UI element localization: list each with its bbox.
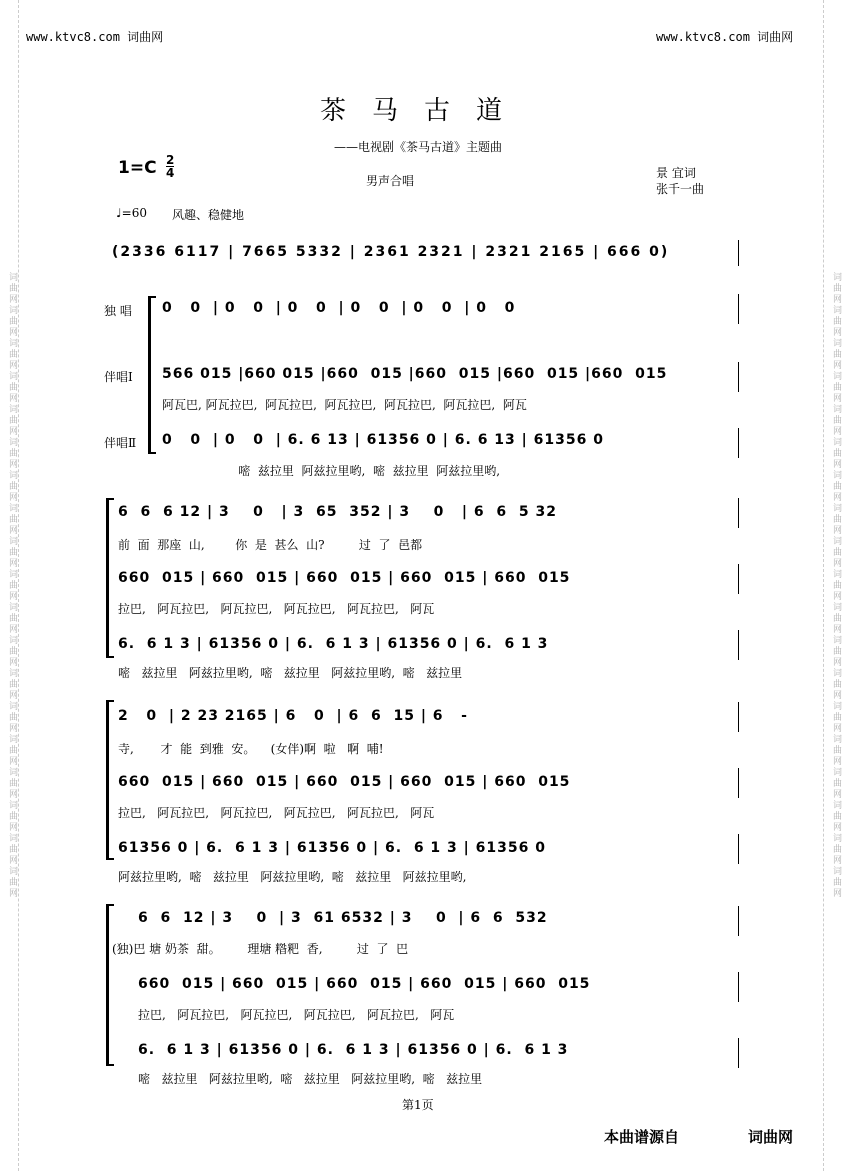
system1-c2-lyrics: 嘧 兹拉里 阿兹拉里哟, 嘧 兹拉里 阿兹拉里哟, bbox=[162, 464, 501, 478]
barline bbox=[738, 834, 739, 864]
system3-bracket bbox=[106, 700, 113, 860]
system2-bracket bbox=[106, 498, 113, 658]
system2-c1-notes: 660 015 | 660 015 | 660 015 | 660 015 | 660 015 bbox=[118, 570, 571, 586]
composer: 张千一曲 bbox=[656, 182, 705, 196]
page-title: 茶马古道 bbox=[320, 96, 529, 126]
barline bbox=[738, 1038, 739, 1068]
intro-barline bbox=[738, 240, 739, 266]
system3-c1-notes: 660 015 | 660 015 | 660 015 | 660 015 | 660 015 bbox=[118, 774, 571, 790]
barline bbox=[738, 428, 739, 458]
system3-c2-notes: 61356 0 | 6. 6 1 3 | 61356 0 | 6. 6 1 3 | 61356 0 bbox=[118, 840, 546, 856]
barline bbox=[738, 702, 739, 732]
system2-c2-notes: 6. 6 1 3 | 61356 0 | 6. 6 1 3 | 61356 0 | 6. 6 1 3 bbox=[118, 636, 549, 652]
system2-c1-lyrics: 拉巴, 阿瓦拉巴, 阿瓦拉巴, 阿瓦拉巴, 阿瓦拉巴, 阿瓦 bbox=[118, 602, 435, 616]
barline bbox=[738, 362, 739, 392]
key-signature: 1=C bbox=[118, 158, 157, 178]
voicing: 男声合唱 bbox=[366, 174, 415, 188]
barline bbox=[738, 768, 739, 798]
subtitle: ——电视剧《茶马古道》主题曲 bbox=[334, 140, 503, 154]
system3-c1-lyrics: 拉巴, 阿瓦拉巴, 阿瓦拉巴, 阿瓦拉巴, 阿瓦拉巴, 阿瓦 bbox=[118, 806, 435, 820]
label-chorus2: 伴唱Ⅱ bbox=[104, 436, 137, 450]
lyricist: 景 宜词 bbox=[656, 166, 696, 180]
source-site-link[interactable]: 词曲网 bbox=[748, 1128, 794, 1146]
system1-c2-notes: 0 0 | 0 0 | 6. 6 13 | 61356 0 | 6. 6 13 | 61356 0 bbox=[162, 432, 604, 448]
barline bbox=[738, 294, 739, 324]
system1-c1-lyrics: 阿瓦巴, 阿瓦拉巴, 阿瓦拉巴, 阿瓦拉巴, 阿瓦拉巴, 阿瓦拉巴, 阿瓦 bbox=[162, 398, 527, 412]
system3-solo-lyrics: 寺, 才 能 到雅 安。 (女伴)啊 啦 啊 哺! bbox=[118, 742, 384, 756]
system2-solo-lyrics: 前 面 那座 山, 你 是 甚么 山? 过 了 邑都 bbox=[118, 538, 423, 552]
left-watermark: 词曲网词曲网词曲网词曲网词曲网词曲网词曲网词曲网词曲网词曲网词曲网词曲网词曲网词曲网词曲网词曲网词曲网词曲网词曲网 bbox=[0, 0, 19, 1171]
source-label: 本曲谱源自 bbox=[604, 1128, 680, 1146]
time-signature bbox=[166, 154, 174, 179]
label-solo: 独 唱 bbox=[104, 304, 132, 318]
label-chorus1: 伴唱Ⅰ bbox=[104, 370, 133, 384]
system4-c1-lyrics: 拉巴, 阿瓦拉巴, 阿瓦拉巴, 阿瓦拉巴, 阿瓦拉巴, 阿瓦 bbox=[138, 1008, 455, 1022]
barline bbox=[738, 498, 739, 528]
time-top: 2 bbox=[166, 153, 175, 167]
system4-c2-lyrics: 嘧 兹拉里 阿兹拉里哟, 嘧 兹拉里 阿兹拉里哟, 嘧 兹拉里 bbox=[138, 1072, 483, 1086]
barline bbox=[738, 630, 739, 660]
system2-c2-lyrics: 嘧 兹拉里 阿兹拉里哟, 嘧 兹拉里 阿兹拉里哟, 嘧 兹拉里 bbox=[118, 666, 463, 680]
site-url-right[interactable]: www.ktvc8.com 词曲网 bbox=[656, 30, 794, 44]
system2-solo-notes: 6 6 6 12 | 3 0 | 3 65 352 | 3 0 | 6 6 5 32 bbox=[118, 504, 557, 520]
tempo: ♩=60 bbox=[116, 206, 147, 220]
system3-c2-lyrics: 阿兹拉里哟, 嘧 兹拉里 阿兹拉里哟, 嘧 兹拉里 阿兹拉里哟, bbox=[118, 870, 467, 884]
system1-bracket bbox=[148, 296, 155, 454]
system1-solo-notes: 0 0 | 0 0 | 0 0 | 0 0 | 0 0 | 0 0 bbox=[162, 300, 516, 316]
barline bbox=[738, 972, 739, 1002]
site-url-left[interactable]: www.ktvc8.com 词曲网 bbox=[26, 30, 164, 44]
right-watermark: 词曲网词曲网词曲网词曲网词曲网词曲网词曲网词曲网词曲网词曲网词曲网词曲网词曲网词曲网词曲网词曲网词曲网词曲网词曲网 bbox=[823, 0, 842, 1171]
system3-solo-notes: 2 0 | 2 23 2165 | 6 0 | 6 6 15 | 6 - bbox=[118, 708, 468, 724]
system4-c1-notes: 660 015 | 660 015 | 660 015 | 660 015 | 660 015 bbox=[138, 976, 591, 992]
time-bottom: 4 bbox=[166, 166, 175, 180]
intro-notes: (2336 6117 | 7665 5332 | 2361 2321 | 2321 2165 | 666 0) bbox=[112, 244, 670, 260]
system4-bracket bbox=[106, 904, 113, 1066]
barline bbox=[738, 906, 739, 936]
system4-solo-notes: 6 6 12 | 3 0 | 3 61 6532 | 3 0 | 6 6 532 bbox=[138, 910, 548, 926]
expression-mark: 风趣、稳健地 bbox=[172, 208, 245, 222]
system4-c2-notes: 6. 6 1 3 | 61356 0 | 6. 6 1 3 | 61356 0 | 6. 6 1 3 bbox=[138, 1042, 569, 1058]
system1-c1-notes: 566 015 |660 015 |660 015 |660 015 |660 015 |660 015 bbox=[162, 366, 668, 382]
barline bbox=[738, 564, 739, 594]
page-number: 第1页 bbox=[402, 1098, 434, 1112]
system4-solo-lyrics: (独)巴 塘 奶茶 甜。 理塘 糌粑 香, 过 了 巴 bbox=[112, 942, 409, 956]
